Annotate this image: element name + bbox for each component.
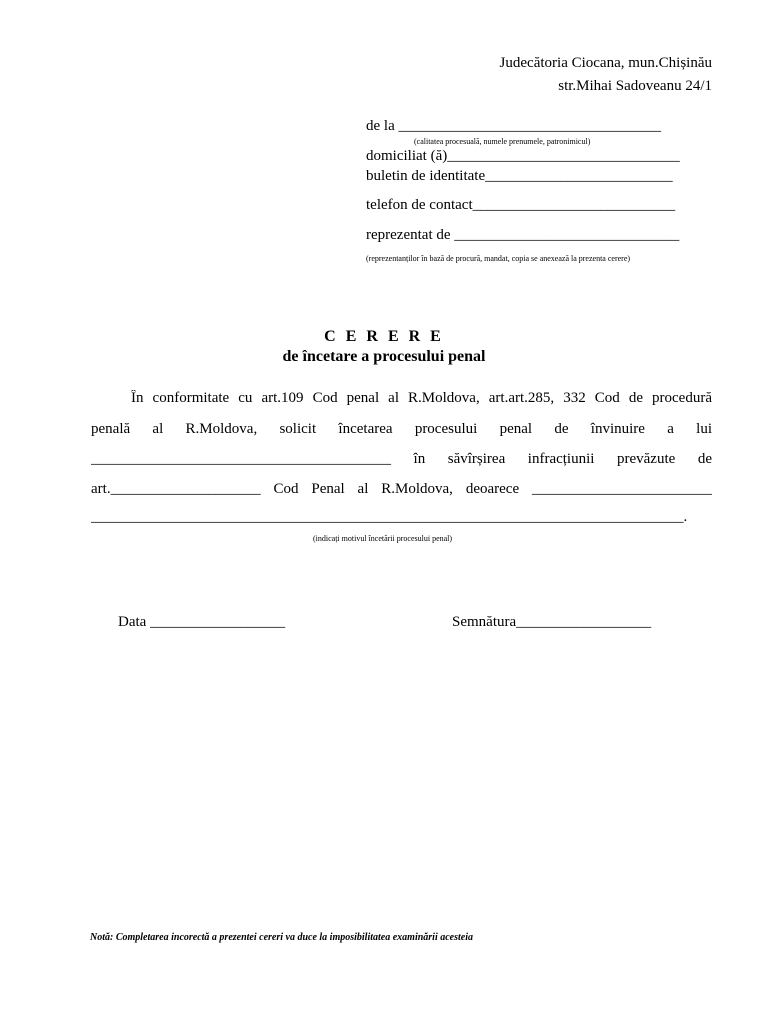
footer-note: Notă: Completarea incorectă a prezentei cereri va duce la imposibilitatea examinării acesteia bbox=[90, 932, 474, 943]
court-address: str.Mihai Sadoveanu 24/1 bbox=[558, 78, 712, 94]
body-line-4: art.____________________ Cod Penal al R.Moldova, deoarece ________________________ bbox=[91, 481, 712, 497]
representative-field: reprezentat de ______________________________ bbox=[366, 227, 680, 243]
id-card-field: buletin de identitate_________________________ bbox=[366, 168, 673, 184]
phone-field: telefon de contact___________________________ bbox=[366, 197, 676, 213]
domicile-field: domiciliat (ă)_______________________________ bbox=[366, 148, 680, 164]
body-line-3: ________________________________________ în săvîrșirea infracțiunii prevăzute de bbox=[91, 451, 712, 467]
body-line-1: În conformitate cu art.109 Cod penal al R.Moldova, art.art.285, 332 Cod de procedură bbox=[131, 390, 712, 406]
body-line-5: _______________________________________________________________________________. bbox=[91, 509, 688, 525]
document-title: C E R E R E bbox=[324, 328, 444, 345]
from-hint: (calitatea procesuală, numele prenumele, patronimicul) bbox=[414, 137, 591, 146]
signature-field: Semnătura__________________ bbox=[452, 614, 652, 630]
representative-hint: (reprezentanților în bază de procură, mandat, copia se anexează la prezenta cerere) bbox=[366, 254, 631, 263]
document-subtitle: de încetare a procesului penal bbox=[282, 348, 486, 365]
body-line-2: penală al R.Moldova, solicit încetarea procesului penal de învinuire a lui bbox=[91, 421, 712, 437]
reason-hint: (indicați motivul încetării procesului penal) bbox=[313, 534, 453, 543]
court-name: Judecătoria Ciocana, mun.Chișinău bbox=[499, 55, 712, 71]
date-field: Data __________________ bbox=[118, 614, 286, 630]
from-field: de la ___________________________________ bbox=[366, 118, 661, 134]
